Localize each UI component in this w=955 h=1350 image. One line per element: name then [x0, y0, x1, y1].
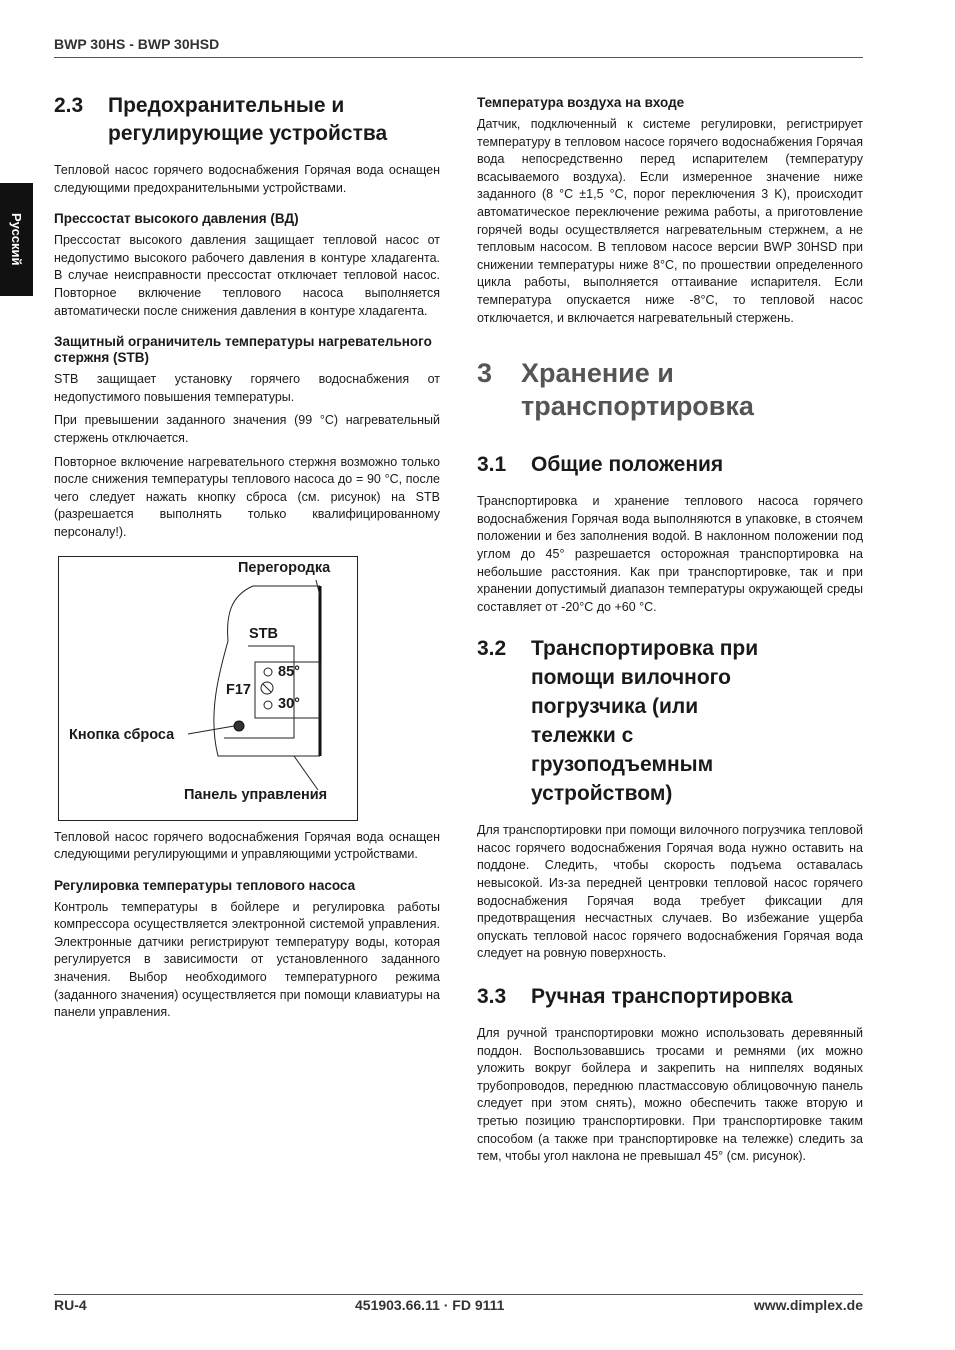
intro-paragraph: Тепловой насос горячего водоснабжения Горячая вода оснащен следующими предохранительными устройствами. [54, 163, 440, 195]
section-title: Транспортировка при помощи вилочного погрузчика (или тележки с грузоподъемным устройством) [531, 637, 759, 806]
chapter-number: 3 [477, 358, 493, 389]
language-tab [0, 183, 33, 296]
left-column [54, 92, 440, 1028]
chapter-title: Хранение и транспортировка [521, 358, 754, 422]
stb-diagram [58, 556, 444, 821]
stb-heading: Защитный ограничитель температуры нагревательного стержня (STB) [54, 334, 432, 366]
header-divider [54, 57, 863, 58]
section-number: 3.1 [477, 453, 507, 477]
section-number: 3.2 [477, 637, 507, 661]
reset-button-icon [234, 721, 244, 731]
enclosure-outline [214, 586, 320, 756]
label-30: 30° [278, 695, 300, 712]
footer-doc-number: 451903.66.11 · FD 9111 [355, 1297, 505, 1313]
section-number: 3.3 [477, 985, 507, 1009]
label-85: 85° [278, 663, 300, 680]
diagram-frame [59, 556, 358, 820]
air-temp-paragraph: Датчик, подключенный к системе регулировки, регистрирует температуру в тепловом насосе горячего водоснабжения Горячая вода непосредственно перед испарителем (температуру всасываемого воздуха). Если измеренное значение ниже заданного (8 °C ±1,5 °C, порог переключения 3 K), происходит автоматическое переключение режима работы, а приготовление горячей воды осуществляется нагревательным стержнем, а не тепловым насосом. В тепловом насосе версии BWP 30HSD при снижении температуры ниже 8°C, по прошествии определенного цикла работы, выполняется оттаивание испарителя. Если температура опускается ниже -8°C, то тепловой насос отключается, и включается нагревательный стержень. [477, 117, 863, 325]
stb-paragraph-1: STB защищает установку горячего водоснабжения от недопустимого повышения температуры. [54, 372, 440, 404]
stb-paragraph-3: Повторное включение нагревательного стержня возможно только после снижения температуры теплового насоса до = 90 °C, после чего следует нажать кнопку сброса (см. рисунок) на STB (разрешается выполнять только квалифицированному персоналу!). [54, 454, 440, 539]
panel-leader [294, 756, 318, 790]
section-3-1-paragraph: Транспортировка и хранение теплового насоса горячего водоснабжения Горячая вода выполняются в упаковке, в стоячем положении и без заполнения водой. В наклонном положении под углом до 45° разрешается осторожная транспортировка на небольшие расстояния. Как при транспортировке, так и при хранении допустимый диапазон температуры окружающей среды составляет от -20°C до +60 °C. [477, 494, 863, 614]
label-f17: F17 [226, 681, 251, 698]
section-3-3-heading [477, 983, 863, 1011]
knob-30-icon [264, 701, 272, 709]
air-temp-heading: Температура воздуха на входе [477, 95, 685, 110]
pressostat-heading: Прессостат высокого давления (ВД) [54, 211, 299, 227]
section-2-3-heading [54, 92, 440, 148]
footer-divider [54, 1294, 863, 1295]
section-number: 2.3 [54, 94, 84, 117]
section-title: Общие положения [531, 453, 724, 477]
right-column [477, 95, 863, 1172]
regulation-paragraph: Контроль температуры в бойлере и регулировка работы компрессора осуществляется электронной системой управления. Электронные датчики регистрируют температуру воды, которая регулируется в зависимости от установленного заданного значения. Выбор необходимого температурного режима (заданного значения) осуществляется при помощи клавиатуры на панели управления. [54, 899, 440, 1020]
label-reset-button: Кнопка сброса [69, 726, 175, 743]
chapter-3-heading [477, 357, 863, 423]
label-partition: Перегородка [238, 559, 331, 576]
section-3-2-paragraph: Для транспортировки при помощи вилочного погрузчика тепловой насос горячего водоснабжения Горячая вода нужно оставить на поддоне. Следить, чтобы скорость подъема оставалась невысокой. Из-за передней центровки тепловой насос горячего водоснабжения Горячая вода требует фиксации для предотвращения несчастных случаев. Во избежание ущерба опускать тепловой насос горячего водоснабжения Горячая вода следует на ровную поверхность. [477, 823, 863, 961]
after-diagram-paragraph: Тепловой насос горячего водоснабжения Горячая вода оснащен следующими регулирующими и управляющими устройствами. [54, 829, 440, 862]
language-tab-label: Русский [9, 213, 24, 266]
section-3-3-paragraph: Для ручной транспортировки можно использовать деревянный поддон. Воспользовавшись тросами и ремнями (их можно уложить вокруг бойлера и закрепить на ниппелях водяных трубопроводов, переднюю пластмассовую облицовочную панель следует при этом снять), можно обеспечить также вторую и третью позицию транспортировки. При транспортировке таким способом (а также при транспортировке на тележке) следить за тем, чтобы угол наклона не превышал 45° (см. рисунок). [477, 1026, 863, 1164]
reset-leader [188, 726, 234, 734]
regulation-heading: Регулировка температуры теплового насоса [54, 877, 356, 893]
header-model: BWP 30HS - BWP 30HSD [54, 36, 220, 52]
knob-85-icon [264, 668, 272, 676]
dial-pointer [263, 684, 271, 692]
section-3-1-heading [477, 451, 863, 479]
diagram-drawing [58, 556, 444, 821]
pressostat-paragraph: Прессостат высокого давления защищает тепловой насос от недопустимо высокого рабочего давления в контуре хладагента. В случае неисправности прессостат отключает тепловой насос. Повторное включение теплового насоса выполняется автоматически после снижения давления в контуре хладагента. [54, 233, 440, 318]
section-3-2-heading [477, 634, 863, 808]
section-title: Предохранительные и регулирующие устройства [108, 94, 388, 145]
section-title: Ручная транспортировка [531, 985, 793, 1009]
label-stb: STB [249, 625, 278, 642]
footer-website: www.dimplex.de [753, 1297, 863, 1313]
label-control-panel: Панель управления [184, 786, 328, 803]
stb-paragraph-2: При превышении заданного значения (99 °C) нагревательный стержень отключается. [54, 413, 440, 445]
footer-page-number: RU-4 [54, 1297, 87, 1313]
